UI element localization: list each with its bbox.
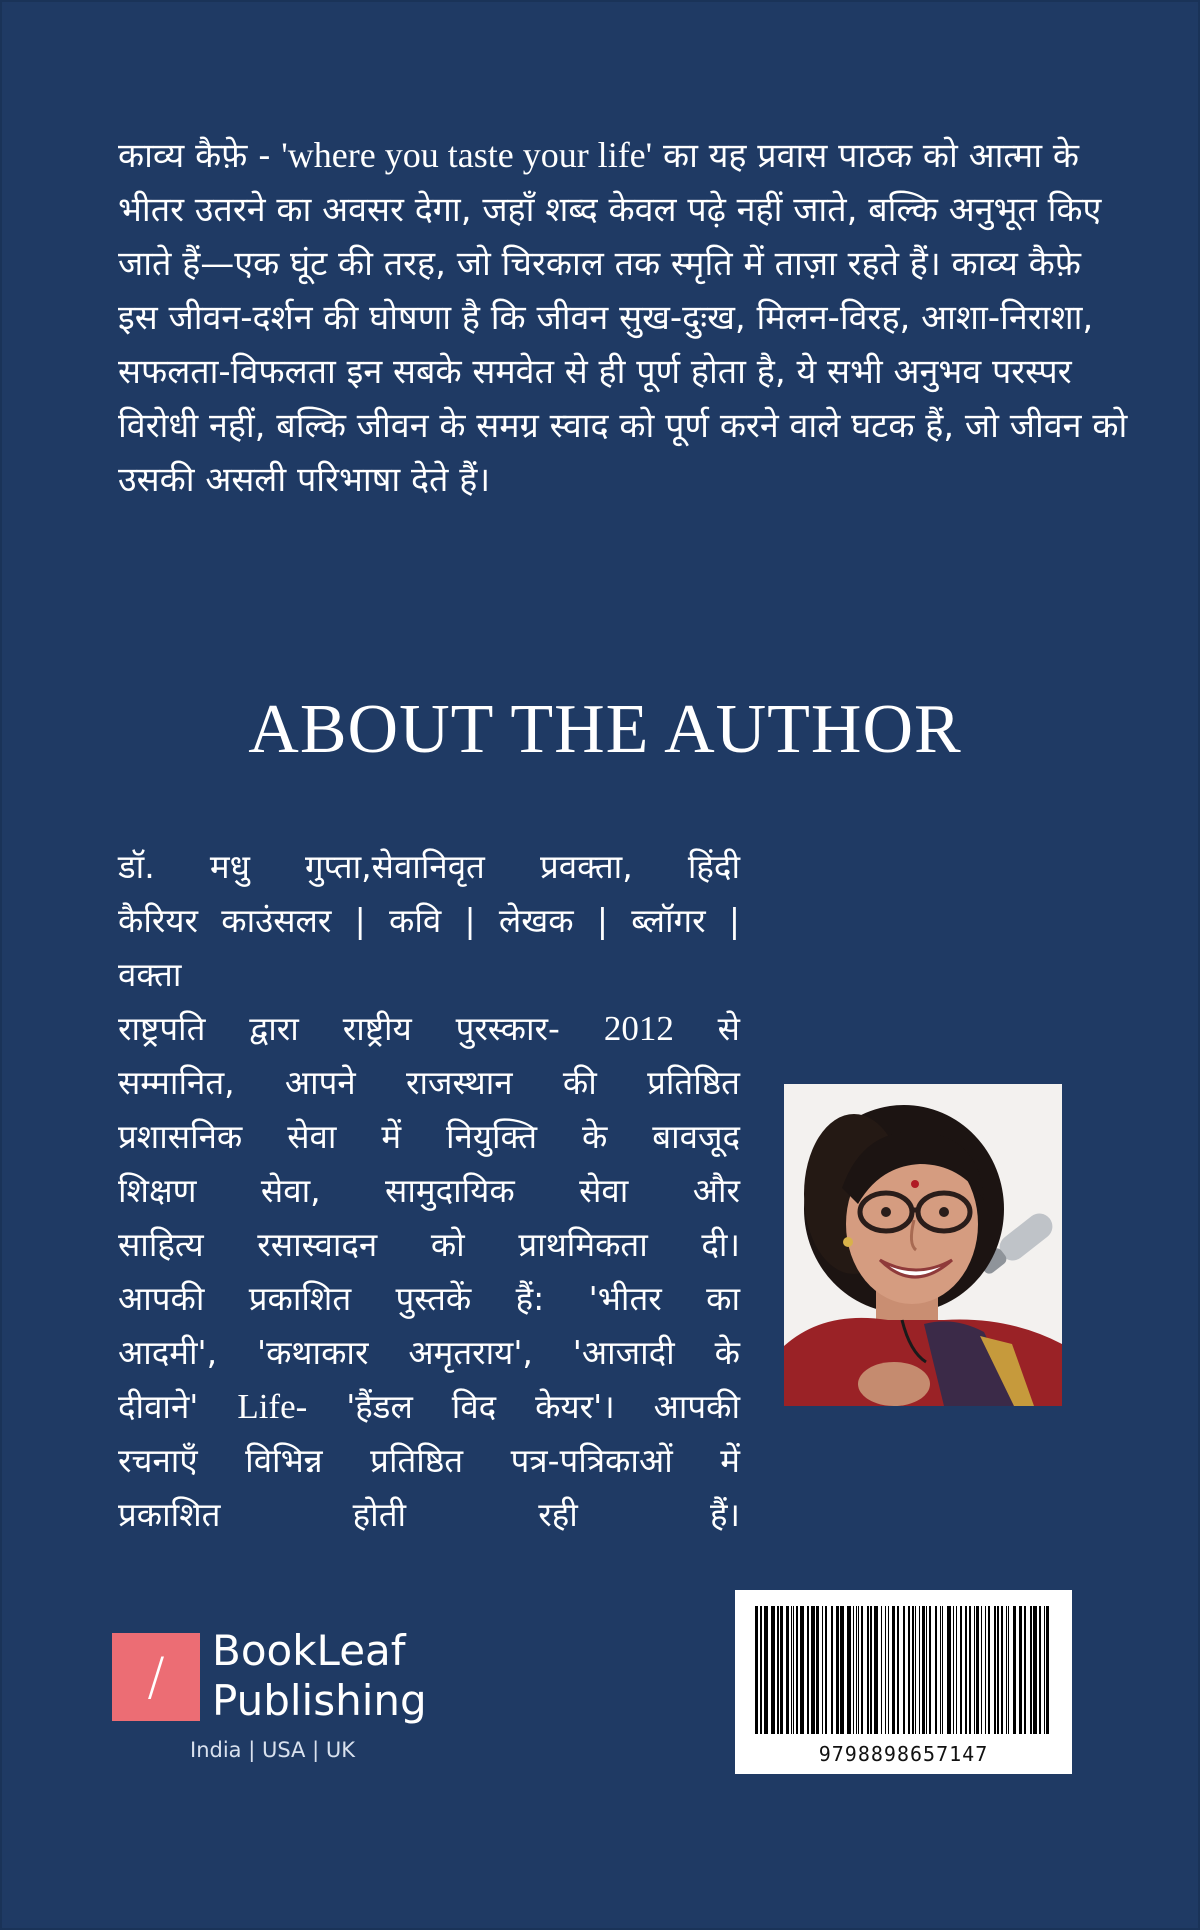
barcode-bar [997, 1606, 999, 1734]
barcode-bar [956, 1606, 957, 1734]
barcode-bar [786, 1606, 789, 1734]
barcode-bar [965, 1606, 967, 1734]
bio-line: कैरियर काउंसलर | कवि | लेखक | ब्लॉगर | [118, 901, 740, 940]
barcode-bar [791, 1606, 792, 1734]
barcode-bar [919, 1606, 920, 1734]
barcode-bar [760, 1606, 762, 1734]
barcode-bar [969, 1606, 971, 1734]
barcode-bar [953, 1606, 954, 1734]
barcode-bar [935, 1606, 937, 1734]
about-author-heading: ABOUT THE AUTHOR [248, 691, 962, 768]
bio-line: साहित्य रसास्वादन को प्राथमिकता दी। [118, 1225, 740, 1264]
barcode-bar [856, 1606, 857, 1734]
barcode-bar [811, 1606, 815, 1734]
barcode-bar [994, 1606, 996, 1734]
barcode-bar [867, 1606, 869, 1734]
barcode-bar [1044, 1606, 1045, 1734]
bio-line: रचनाएँ विभिन्न प्रतिष्ठित पत्र-पत्रिकाओं में [118, 1441, 740, 1480]
bio-line: वक्ता [118, 955, 182, 994]
barcode-bar [1006, 1606, 1007, 1734]
barcode-bar [780, 1606, 783, 1734]
bio-line: प्रकाशित होती रही हैं। [118, 1495, 740, 1534]
barcode-bar [858, 1606, 859, 1734]
barcode-bar [874, 1606, 878, 1734]
isbn-barcode-icon [735, 1590, 1072, 1774]
barcode-bar [777, 1606, 779, 1734]
bio-books-text: दीवाने' [118, 1387, 238, 1426]
barcode-bar [976, 1606, 979, 1734]
barcode-bar [793, 1606, 794, 1734]
bio-life-word: Life- [237, 1387, 308, 1426]
bio-award-text: राष्ट्रपति द्वारा राष्ट्रीय पुरस्कार- [118, 1009, 604, 1048]
bio-line-books [118, 1380, 740, 1434]
bio-line: डॉ. मधु गुप्ता,सेवानिवृत प्रवक्ता, हिंदी [118, 847, 740, 886]
barcode-bar [1008, 1606, 1009, 1734]
author-bio [118, 840, 740, 1542]
barcode-bar [764, 1606, 768, 1734]
barcode-bar [922, 1606, 925, 1734]
barcode-bar [800, 1606, 804, 1734]
bio-line: आपकी प्रकाशित पुस्तकें हैं: 'भीतर का [118, 1279, 740, 1318]
barcode-bar [1046, 1606, 1049, 1734]
barcode-bar [903, 1606, 905, 1734]
barcode-bar [1024, 1606, 1026, 1734]
barcode-bar [771, 1606, 775, 1734]
barcode-bar [974, 1606, 975, 1734]
barcode-bar [861, 1606, 863, 1734]
bio-line: सम्मानित, आपने राजस्थान की प्रतिष्ठित [118, 1063, 740, 1102]
barcode-bar [1033, 1606, 1037, 1734]
barcode-bar [1030, 1606, 1032, 1734]
barcode-bar [816, 1606, 819, 1734]
barcode-bar [940, 1606, 941, 1734]
blurb-english-phrase: 'where you taste your life' [281, 135, 653, 175]
barcode-bar [985, 1606, 986, 1734]
bio-line-award [118, 1002, 740, 1056]
publisher-name-line2: Publishing [212, 1676, 427, 1725]
barcode-bar [1001, 1606, 1003, 1734]
barcode-bar [807, 1606, 809, 1734]
barcode-bar [870, 1606, 872, 1734]
bio-line: आदमी', 'कथाकार अमृतराय', 'आजादी के [118, 1333, 740, 1372]
publisher-name-line1: BookLeaf [212, 1626, 406, 1675]
barcode-bar [912, 1606, 914, 1734]
author-portrait-icon [784, 1084, 1062, 1406]
barcode-bar [1019, 1606, 1022, 1734]
bookleaf-logo [112, 1626, 452, 1770]
barcode-bar [1039, 1606, 1041, 1734]
barcode-bar [892, 1606, 895, 1734]
barcode-bar [888, 1606, 889, 1734]
bio-books-rest: 'हैंडल विद केयर'। आपकी [307, 1387, 741, 1426]
barcode-bar [942, 1606, 943, 1734]
barcode-bar [988, 1606, 990, 1734]
publisher-regions: India | USA | UK [190, 1738, 355, 1762]
blurb-paragraph [118, 128, 1128, 507]
barcode-bar [853, 1606, 854, 1734]
barcode-bar [929, 1606, 931, 1734]
barcode-bar [825, 1606, 827, 1734]
bio-line: शिक्षण सेवा, सामुदायिक सेवा और [118, 1171, 740, 1210]
barcode-bar [897, 1606, 899, 1734]
barcode-bar [831, 1606, 833, 1734]
publisher-name [212, 1626, 427, 1726]
blurb-text-rest: का यह प्रवास पाठक को आत्मा के भीतर उतरने का अवसर देगा, जहाँ शब्द केवल पढ़े नहीं जाते, बल्कि अनुभूत किए जाते हैं—एक घूंट की तरह, जो चिरकाल तक स्मृति में ताज़ा रहते हैं। काव्य कैफ़े इस जीवन-दर्शन की घोषणा है कि जीवन सुख-दुःख, मिलन-विरह, आशा-निराशा, सफलता-विफलता इन सबके समवेत से ही पूर्ण होता है, ये सभी अनुभव परस्पर विरोधी नहीं, बल्कि जीवन के समग्र स्वाद को पूर्ण करने वाले घटक हैं, जो जीवन को उसकी असली परिभाषा देते हैं। [118, 136, 1128, 500]
bio-award-suffix: से [673, 1009, 740, 1048]
barcode-bar [926, 1606, 927, 1734]
barcode-number: 9798898657147 [818, 1742, 989, 1766]
blurb-text-start: काव्य कैफ़े - [118, 136, 282, 176]
barcode-bar [915, 1606, 916, 1734]
barcode-bar [822, 1606, 823, 1734]
bio-line: प्रशासनिक सेवा में नियुक्ति के बावजूद [118, 1117, 740, 1156]
barcode-bar [881, 1606, 882, 1734]
logo-slash: / [147, 1647, 165, 1707]
barcode-bar [981, 1606, 982, 1734]
barcode-bar [796, 1606, 798, 1734]
barcode-bar [908, 1606, 910, 1734]
barcode-bar [960, 1606, 962, 1734]
barcode-bar [847, 1606, 851, 1734]
barcode-bar [836, 1606, 839, 1734]
barcode-bar [885, 1606, 886, 1734]
bio-award-year: 2012 [603, 1009, 674, 1048]
barcode-bar [755, 1606, 758, 1734]
barcode-bar [1013, 1606, 1016, 1734]
barcode-bar [947, 1606, 951, 1734]
barcode-bar [840, 1606, 844, 1734]
